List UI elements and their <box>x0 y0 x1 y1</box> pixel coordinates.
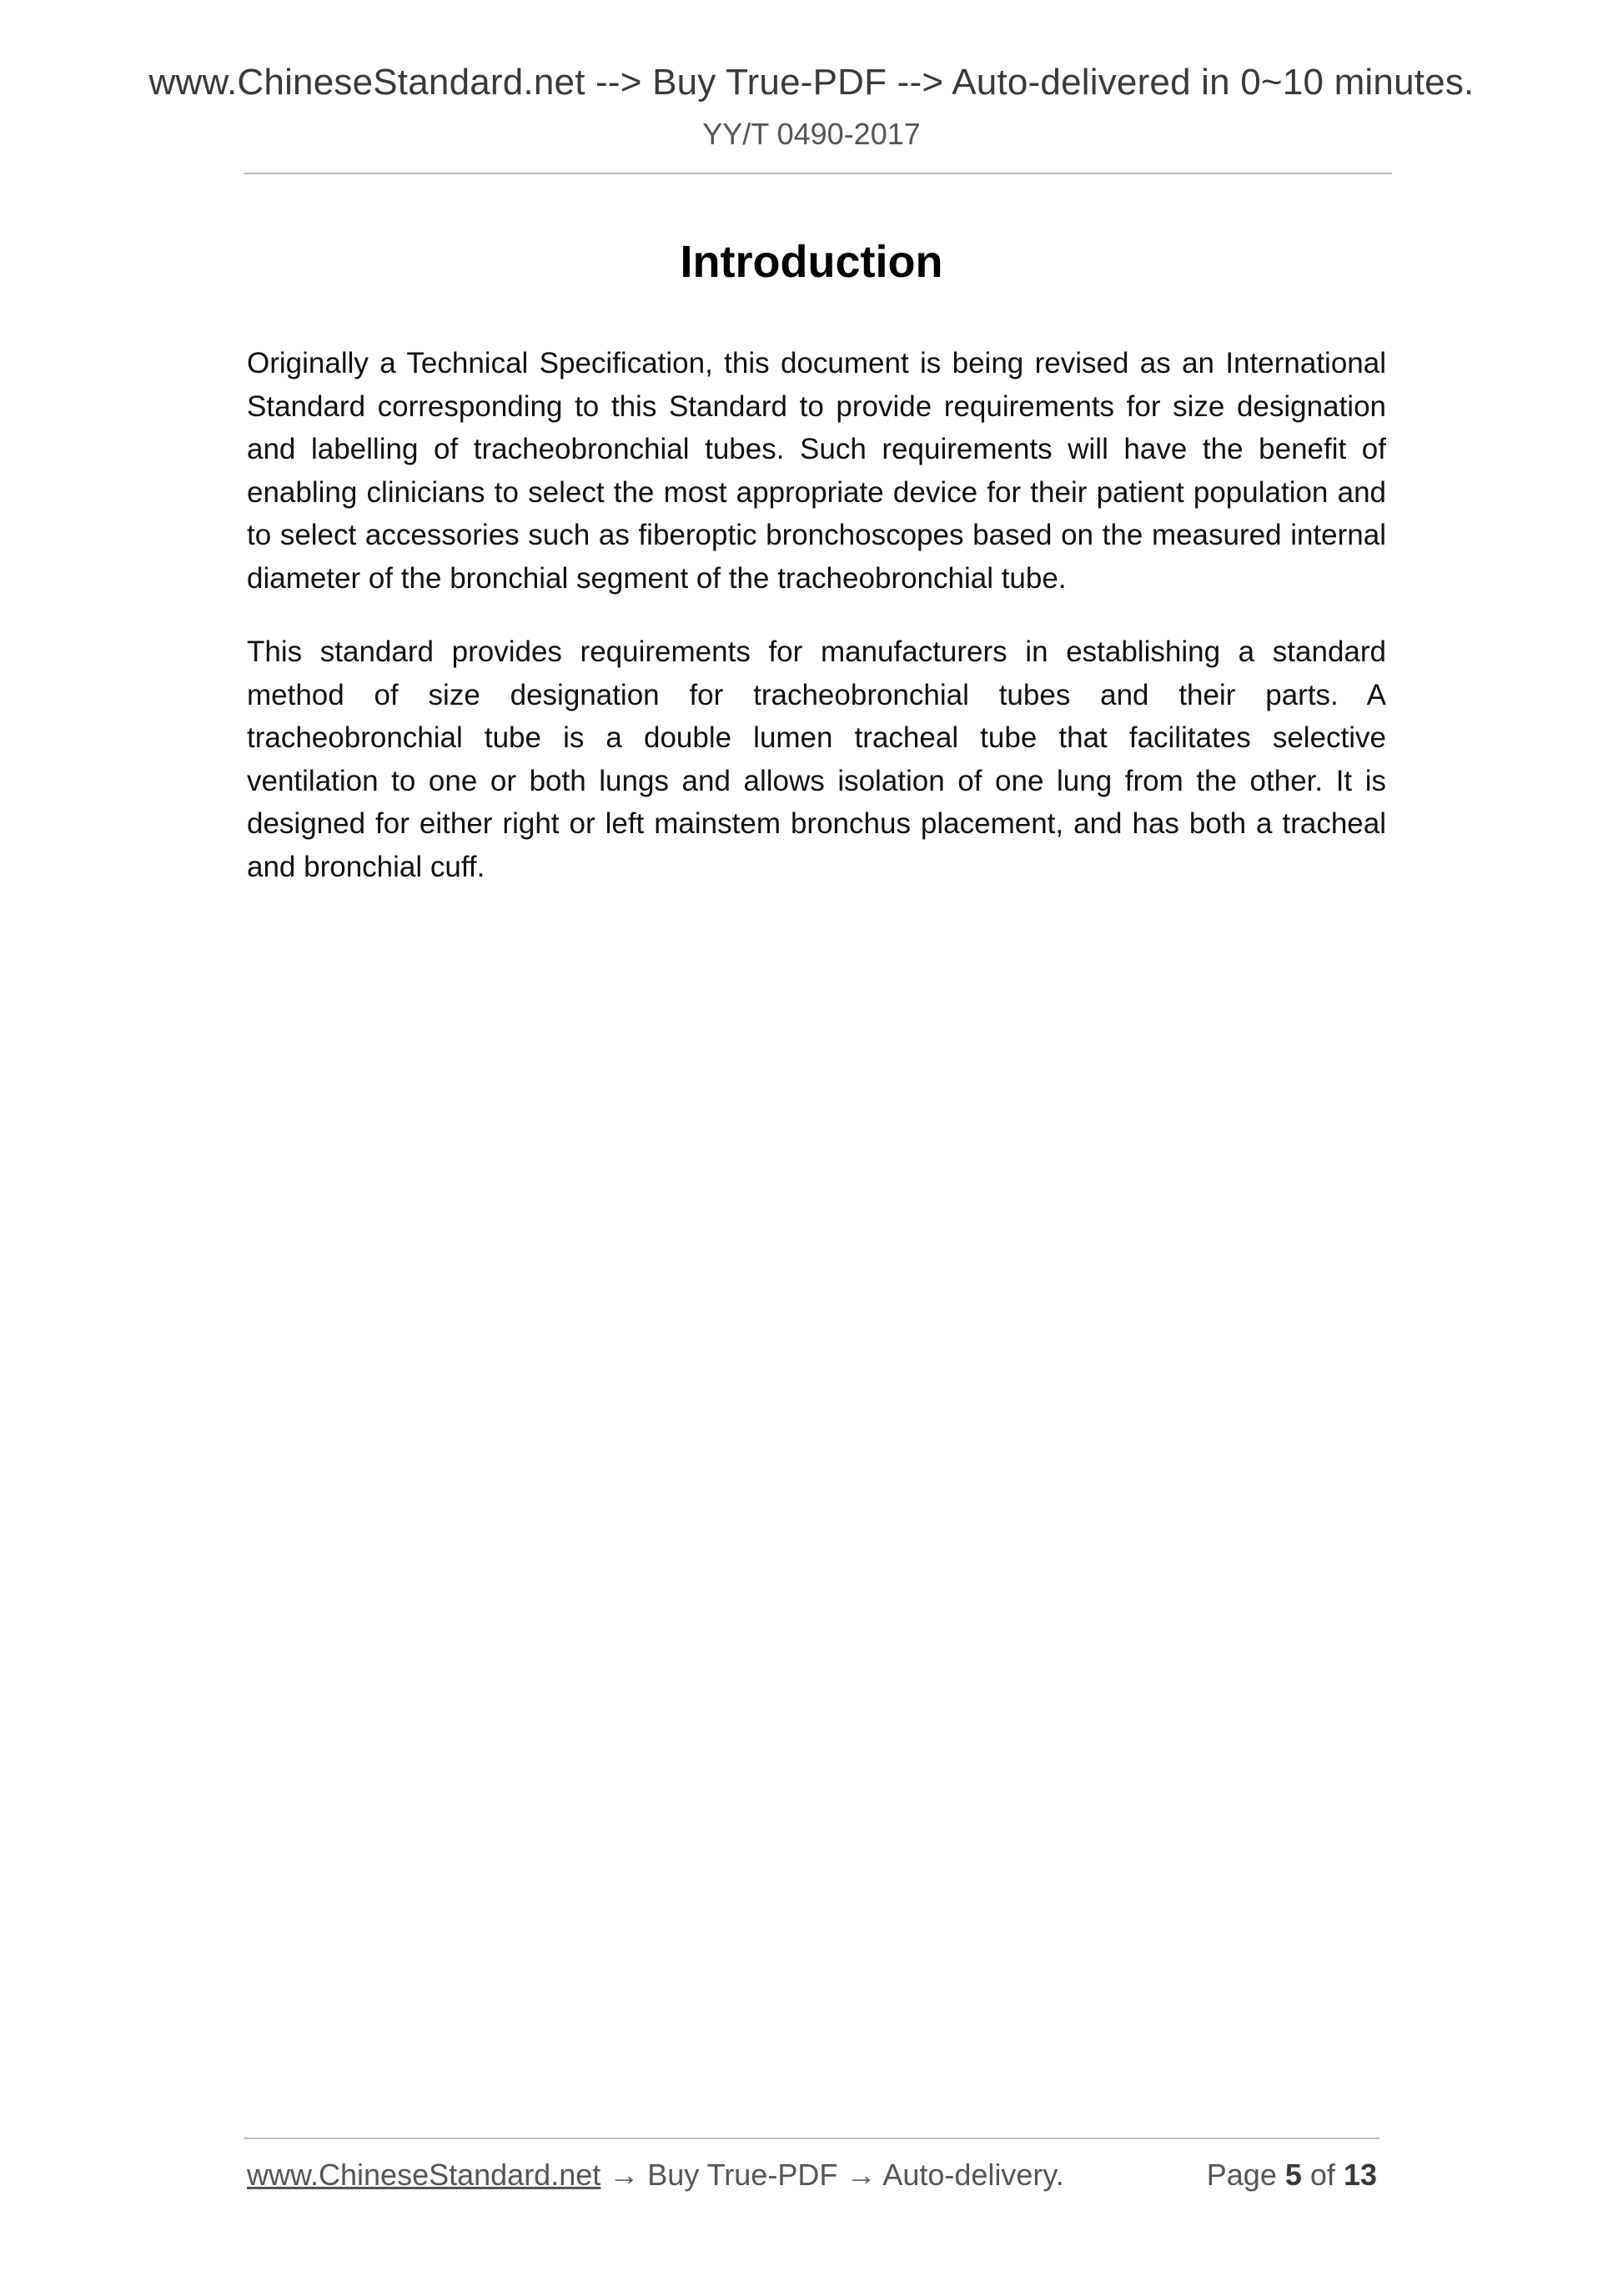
page-title: Introduction <box>680 237 943 287</box>
page-total: 13 <box>1343 2158 1377 2192</box>
header-divider <box>244 173 1392 174</box>
page-current: 5 <box>1284 2158 1302 2192</box>
intro-paragraph-2: This standard provides requirements for manufacturers in establishing a standard method of size designation for tracheobronchial tubes and their parts. A tracheobronchial tube is a double lumen tracheal tube that facilitates selective ventilation to one or both lungs and allows isolation of one lung from the other. It is designed for either right or left mainstem bronchus placement, and has both a tracheal and bronchial cuff. <box>247 636 1386 883</box>
footer-promo-text: → Buy True-PDF → Auto-delivery. <box>600 2158 1064 2192</box>
page-number <box>1207 2158 1377 2193</box>
header-banner: www.ChineseStandard.net --> Buy True-PDF --> Auto-delivered in 0~10 minutes. <box>148 62 1475 103</box>
footer-divider <box>244 2138 1379 2139</box>
document-code: YY/T 0490-2017 <box>702 117 921 151</box>
footer-promo <box>247 2158 1064 2193</box>
footer-site-link[interactable]: www.ChineseStandard.net <box>247 2158 601 2192</box>
intro-paragraph-1: Originally a Technical Specification, this document is being revised as an International Standard corresponding to this Standard to provide requirements for size designation and labelling of tracheobronchial tubes. Such requirements will have the benefit of enabling clinicians to select the most appropriate device for their patient population and to select accessories such as fiberoptic bronchoscopes based on the measured internal diameter of the bronchial segment of the tracheobronchial tube. <box>247 347 1386 595</box>
page-label: Page <box>1206 2158 1277 2192</box>
of-label: of <box>1309 2158 1335 2192</box>
